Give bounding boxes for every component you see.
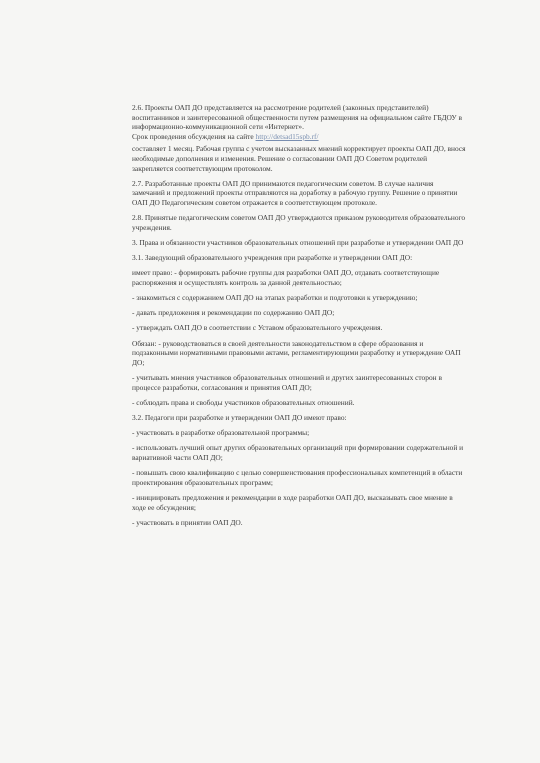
discussion-prefix: Срок проведения обсуждения на сайте	[132, 131, 256, 141]
rights-item: - знакомиться с содержанием ОАП ДО на этапах разработки и подготовки к утверждению;	[132, 293, 418, 303]
paragraph-3-1: 3.1. Заведующий образовательного учреждения при разработке и утверждении ОАП ДО:	[132, 253, 413, 263]
teacher-rights-item: - участвовать в принятии ОАП ДО.	[132, 517, 243, 527]
paragraph-text: 2.6. Проекты ОАП ДО представляется на рассмотрение родителей (законных представителей) воспитанников и заинтересованной общественности путем размещения на официальном сайте ГБДОУ в информационно-коммуникационной сети «Интернет».	[132, 103, 462, 132]
paragraph-2-8: 2.8. Принятые педагогическим советом ОАП ДО утверждаются приказом руководителя образовательного учреждения.	[132, 213, 466, 232]
teacher-rights-item: - использовать лучший опыт других образовательных организаций при формировании содержательной и вариативной части ОАП ДО;	[132, 443, 464, 462]
section-3-heading: 3. Права и обязанности участников образовательных отношений при разработке и утверждении ОАП ДО	[132, 237, 464, 247]
duties-item: Обязан: - руководствоваться в своей деятельности законодательством в сфере образования и подзаконными нормативными правовыми актами, регламентирующими разработку и утверждение ОАП ДО;	[132, 338, 461, 367]
teacher-rights-item: - инициировать предложения и рекомендации в ходе разработки ОАП ДО, высказывать свое мнение в ходе ее обсуждения;	[132, 492, 453, 512]
duties-item: - учитывать мнения участников образовательных отношений и других заинтересованных сторон в процессе разработки, согласования и принятия ОАП ДО;	[132, 373, 442, 392]
rights-item: имеет право: - формировать рабочие группы для разработки ОАП ДО, отдавать соответствующие распоряжения и осуществлять контроль за данной деятельностью;	[132, 268, 440, 287]
document-body	[132, 103, 468, 533]
teacher-rights-item: - участвовать в разработке образовательной программы;	[132, 428, 310, 438]
rights-item: - давать предложения и рекомендации по содержанию ОАП ДО;	[132, 308, 335, 318]
site-link[interactable]: http://detsad15spb.rf/	[255, 131, 319, 141]
paragraph-2-7: 2.7. Разработанные проекты ОАП ДО принимаются педагогическим советом. В случае наличия замечаний и предложений проекты отправляются на доработку в рабочую группу. Решение о принятии ОАП ДО Педагогическим советом отражается в соответствующем протоколе.	[132, 178, 458, 207]
paragraph-3-2: 3.2. Педагоги при разработке и утверждении ОАП ДО имеют право:	[132, 412, 347, 422]
paragraph-2-6-cont: составляет 1 месяц. Рабочая группа с учетом высказанных мнений корректирует проекты ОАП ДО, внося необходимые дополнения и изменения. Решение о согласовании ОАП ДО Советом родителей закрепляется соответствующим протоколом.	[132, 144, 466, 173]
paragraph-2-6	[132, 103, 468, 141]
rights-item: - утверждать ОАП ДО в соответствии с Уставом образовательного учреждения.	[132, 323, 383, 333]
duties-item: - соблюдать права и свободы участников образовательных отношений.	[132, 397, 355, 407]
teacher-rights-item: - повышать свою квалификацию с целью совершенствования профессиональных компетенций в области проектирования образовательных программ;	[132, 468, 463, 487]
